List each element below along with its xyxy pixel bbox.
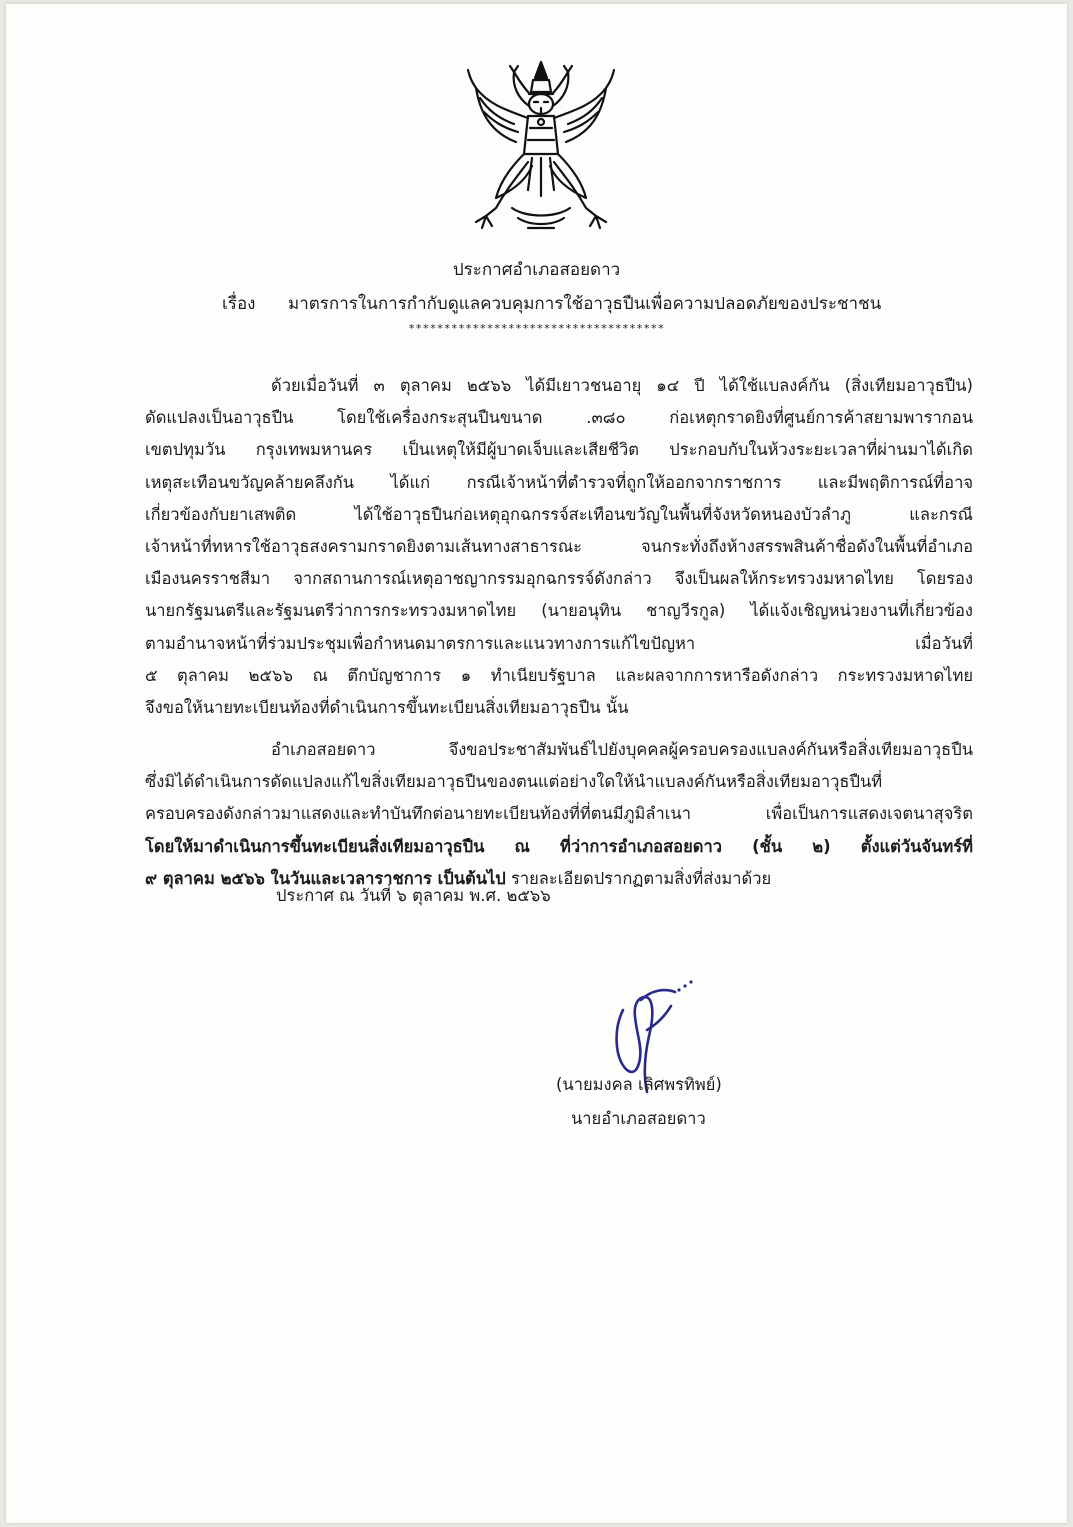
paragraph-line: ตามอำนาจหน้าที่ร่วมประชุมเพื่อกำหนดมาตรการและแนวทางการแก้ไขปัญหา เมื่อวันที่ — [145, 633, 973, 653]
signatory-name: (นายมงคล เลิศพรทิพย์) — [556, 1075, 722, 1094]
paragraph-line — [145, 863, 973, 895]
signatory-position: นายอำเภอสอยดาว — [571, 1109, 706, 1128]
paragraph-line: อำเภอสอยดาว จึงขอประชาสัมพันธ์ไปยังบุคคลผู้ครอบครองแบลงค์กันหรือสิ่งเทียมอาวุธปืน — [271, 740, 973, 759]
announcement-title: ประกาศอำเภอสอยดาว — [452, 260, 621, 280]
paragraph-line: เขตปทุมวัน กรุงเทพมหานคร เป็นเหตุให้มีผู้บาดเจ็บและเสียชีวิต ประกอบกับในห้วงระยะเวลาที่ผ่านมาได้เกิด — [145, 440, 973, 460]
paragraph-2 — [145, 734, 973, 895]
paragraph-line: ซึ่งมิได้ดำเนินการดัดแปลงแก้ไขสิ่งเทียมอาวุธปืนของตนแต่อย่างใดให้นำแบลงค์กันหรือสิ่งเทียมอาวุธปืนที่ — [145, 772, 883, 792]
garuda-emblem-icon — [466, 58, 616, 236]
announcement-date: ประกาศ ณ วันที่ ๖ ตุลาคม พ.ศ. ๒๕๖๖ — [276, 886, 551, 905]
subject-label: เรื่อง — [222, 294, 256, 314]
paragraph-line: ดัดแปลงเป็นอาวุธปืน โดยใช้เครื่องกระสุนปืนขนาด .๓๘๐ ก่อเหตุกราดยิงที่ศูนย์การค้าสยามพารากอน — [145, 408, 973, 428]
paragraph-line-bold: โดยให้มาดำเนินการขึ้นทะเบียนสิ่งเทียมอาวุธปืน ณ ที่ว่าการอำเภอสอยดาว (ชั้น ๒) ตั้งแต่วันจันทร์ที่ — [145, 836, 973, 856]
paragraph-1 — [145, 370, 973, 724]
paragraph-line: ด้วยเมื่อวันที่ ๓ ตุลาคม ๒๕๖๖ ได้มีเยาวชนอายุ ๑๔ ปี ได้ใช้แบลงค์กัน (สิ่งเทียมอาวุธปืน) — [271, 376, 973, 395]
paragraph-line: เมืองนครราชสีมา จากสถานการณ์เหตุอาชญากรรมอุกฉกรรจ์ดังกล่าว จึงเป็นผลให้กระทรวงมหาดไทย โดยรอง — [145, 569, 973, 589]
separator-line: ************************************ — [408, 322, 665, 335]
paragraph-line: นายกรัฐมนตรีและรัฐมนตรีว่าการกระทรวงมหาดไทย (นายอนุทิน ชาญวีรกูล) ได้แจ้งเชิญหน่วยงานที่เกี่ยวข้อง — [145, 601, 973, 621]
paragraph-line: เกี่ยวข้องกับยาเสพติด ได้ใช้อาวุธปืนก่อเหตุอุกฉกรรจ์สะเทือนขวัญในพื้นที่จังหวัดหนองบัวลำภู และกรณี — [145, 504, 973, 524]
attachment-note: รายละเอียดปรากฏตามสิ่งที่ส่งมาด้วย — [505, 868, 772, 888]
paragraph-line: เหตุสะเทือนขวัญคล้ายคลึงกัน ได้แก่ กรณีเจ้าหน้าที่ตำรวจที่ถูกให้ออกจากราชการ และมีพฤติการณ์ที่อาจ — [145, 472, 973, 492]
subject-line — [222, 292, 881, 316]
paragraph-line: ๕ ตุลาคม ๒๕๖๖ ณ ตึกบัญชาการ ๑ ทำเนียบรัฐบาล และผลจากการหารือดังกล่าว กระทรวงมหาดไทย — [145, 665, 973, 685]
bold-date-text: ๙ ตุลาคม ๒๕๖๖ ในวันและเวลาราชการ เป็นต้นไป — [145, 868, 506, 888]
paragraph-line: ครอบครองดังกล่าวมาแสดงและทำบันทึกต่อนายทะเบียนท้องที่ที่ตนมีภูมิลำเนา เพื่อเป็นการแสดงเจตนาสุจริต — [145, 804, 973, 824]
subject-text: มาตรการในการกำกับดูแลควบคุมการใช้อาวุธปืนเพื่อความปลอดภัยของประชาชน — [288, 294, 882, 314]
paragraph-line: เจ้าหน้าที่ทหารใช้อาวุธสงครามกราดยิงตามเส้นทางสาธารณะ จนกระทั่งถึงห้างสรรพสินค้าชื่อดังในพื้นที่อำเภอ — [145, 536, 973, 556]
paragraph-line: จึงขอให้นายทะเบียนท้องที่ดำเนินการขึ้นทะเบียนสิ่งเทียมอาวุธปืน นั้น — [145, 697, 629, 717]
